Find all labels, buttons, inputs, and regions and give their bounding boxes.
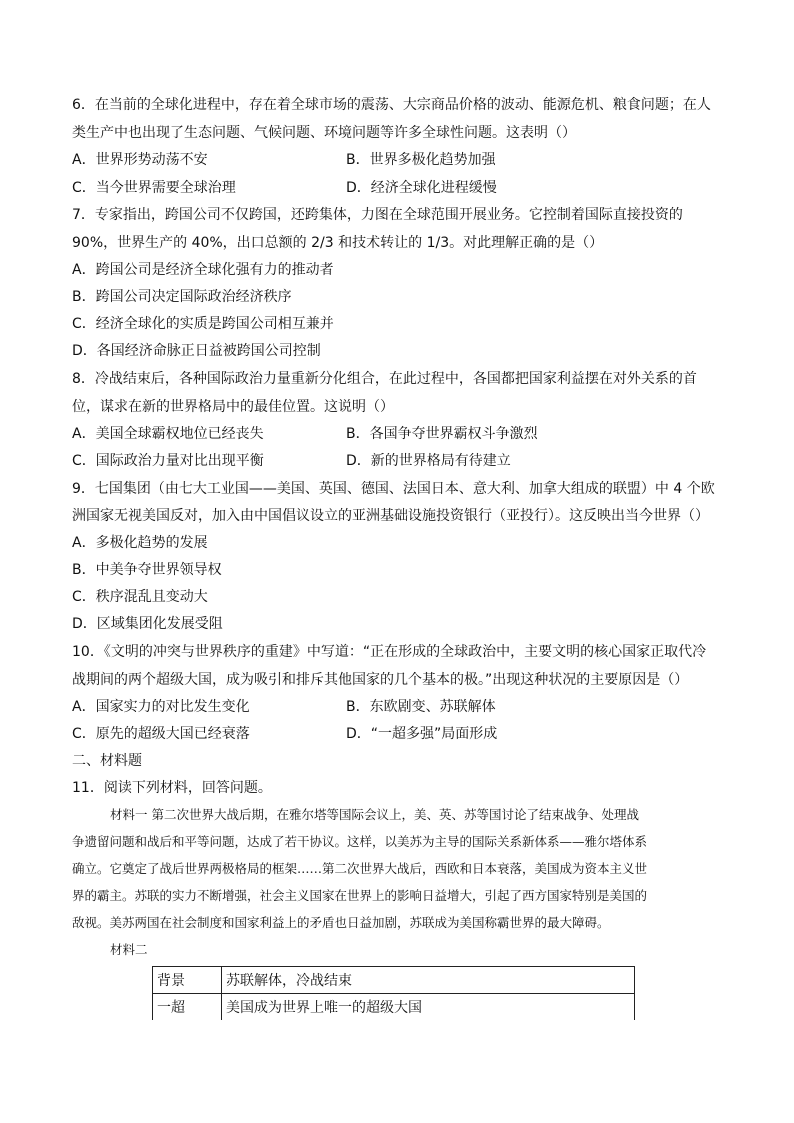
material-1-line-4: 界的霸主。苏联的实力不断增强，社会主义国家在世界上的影响日益增大，引起了西方国家特别是美国的 — [72, 888, 648, 903]
q9-option-b: B．中美争夺世界领导权 — [72, 562, 222, 578]
material-1-line-1: 材料一 第二次世界大战后期，在雅尔塔等国际会议上，美、英、苏等国讨论了结束战争、处理战 — [110, 807, 639, 822]
q9-stem-line-1: 9．七国集团（由七大工业国——美国、英国、德国、法国日本、意大利、加拿大组成的联盟）中 4 个欧 — [72, 481, 715, 497]
q7-option-d: D．各国经济命脉正日益被跨国公司控制 — [72, 343, 321, 359]
q8-option-b: B．各国争夺世界霸权斗争激烈 — [346, 426, 538, 442]
q9-option-d: D．区域集团化发展受阻 — [72, 616, 223, 632]
table-cell-key: 一超 — [153, 994, 222, 1021]
q8-option-a: A．美国全球霸权地位已经丧失 — [72, 426, 264, 442]
q9-stem-line-2: 洲国家无视美国反对，加入由中国倡议设立的亚洲基础设施投资银行（亚投行）。这反映出当今世界（） — [72, 508, 709, 524]
q6-stem-line-1: 6．在当前的全球化进程中，存在着全球市场的震荡、大宗商品价格的波动、能源危机、粮食问题；在人 — [72, 97, 711, 113]
q10-option-b: B．东欧剧变、苏联解体 — [346, 699, 496, 715]
q8-stem-line-1: 8．冷战结束后，各种国际政治力量重新分化组合，在此过程中，各国都把国家利益摆在对外关系的首 — [72, 371, 697, 387]
q6-option-a: A．世界形势动荡不安 — [72, 152, 208, 168]
q7-stem-line-1: 7．专家指出，跨国公司不仅跨国，还跨集体，力图在全球范围开展业务。它控制着国际直接投资的 — [72, 207, 683, 223]
table-row — [153, 994, 635, 1021]
q7-option-a: A．跨国公司是经济全球化强有力的推动者 — [72, 262, 334, 278]
q8-option-d: D．新的世界格局有待建立 — [346, 453, 511, 469]
material-1-line-3: 确立。它奠定了战后世界两极格局的框架……第二次世界大战后，西欧和日本衰落，美国成为资本主义世 — [72, 861, 648, 876]
q6-option-d: D．经济全球化进程缓慢 — [346, 180, 497, 196]
q8-stem-line-2: 位，谋求在新的世界格局中的最佳位置。这说明（） — [72, 399, 394, 415]
q10-option-c: C．原先的超级大国已经衰落 — [72, 726, 250, 742]
q10-stem-line-1: 10．《文明的冲突与世界秩序的重建》中写道：“正在形成的全球政治中，主要文明的核心国家正取代冷 — [72, 644, 707, 660]
q6-option-c: C．当今世界需要全球治理 — [72, 180, 236, 196]
table-cell-key: 背景 — [153, 967, 222, 994]
q9-option-c: C．秩序混乱且变动大 — [72, 589, 208, 605]
section-heading: 二、材料题 — [72, 753, 142, 769]
q7-stem-line-2: 90%，世界生产的 40%，出口总额的 2/3 和技术转让的 1/3。对此理解正确的是（） — [72, 235, 604, 251]
q11-stem: 11．阅读下列材料，回答问题。 — [72, 780, 272, 796]
q10-stem-line-2: 战期间的两个超级大国，成为吸引和排斥其他国家的几个基本的极。”出现这种状况的主要原因是（） — [72, 672, 689, 688]
material-2-table — [152, 966, 635, 1020]
q9-option-a: A．多极化趋势的发展 — [72, 535, 208, 551]
material-1-line-5: 敌视。美苏两国在社会制度和国家利益上的矛盾也日益加剧，苏联成为美国称霸世界的最大障碍。 — [72, 915, 610, 930]
q10-option-a: A．国家实力的对比发生变化 — [72, 699, 250, 715]
q7-option-b: B．跨国公司决定国际政治经济秩序 — [72, 289, 292, 305]
q10-option-d: D．“一超多强”局面形成 — [346, 726, 498, 742]
q6-stem-line-2: 类生产中也出现了生态问题、气候问题、环境问题等许多全球性问题。这表明（） — [72, 125, 576, 141]
table-row — [153, 967, 635, 994]
table-cell-value: 美国成为世界上唯一的超级大国 — [222, 994, 635, 1021]
q8-option-c: C．国际政治力量对比出现平衡 — [72, 453, 264, 469]
material-2-label: 材料二 — [110, 942, 148, 957]
q7-option-c: C．经济全球化的实质是跨国公司相互兼并 — [72, 316, 334, 332]
material-1-line-2: 争遗留问题和战后和平等问题，达成了若干协议。这样，以美苏为主导的国际关系新体系——雅尔塔体系 — [72, 834, 648, 849]
q6-option-b: B．世界多极化趋势加强 — [346, 152, 496, 168]
table-cell-value: 苏联解体，冷战结束 — [222, 967, 635, 994]
